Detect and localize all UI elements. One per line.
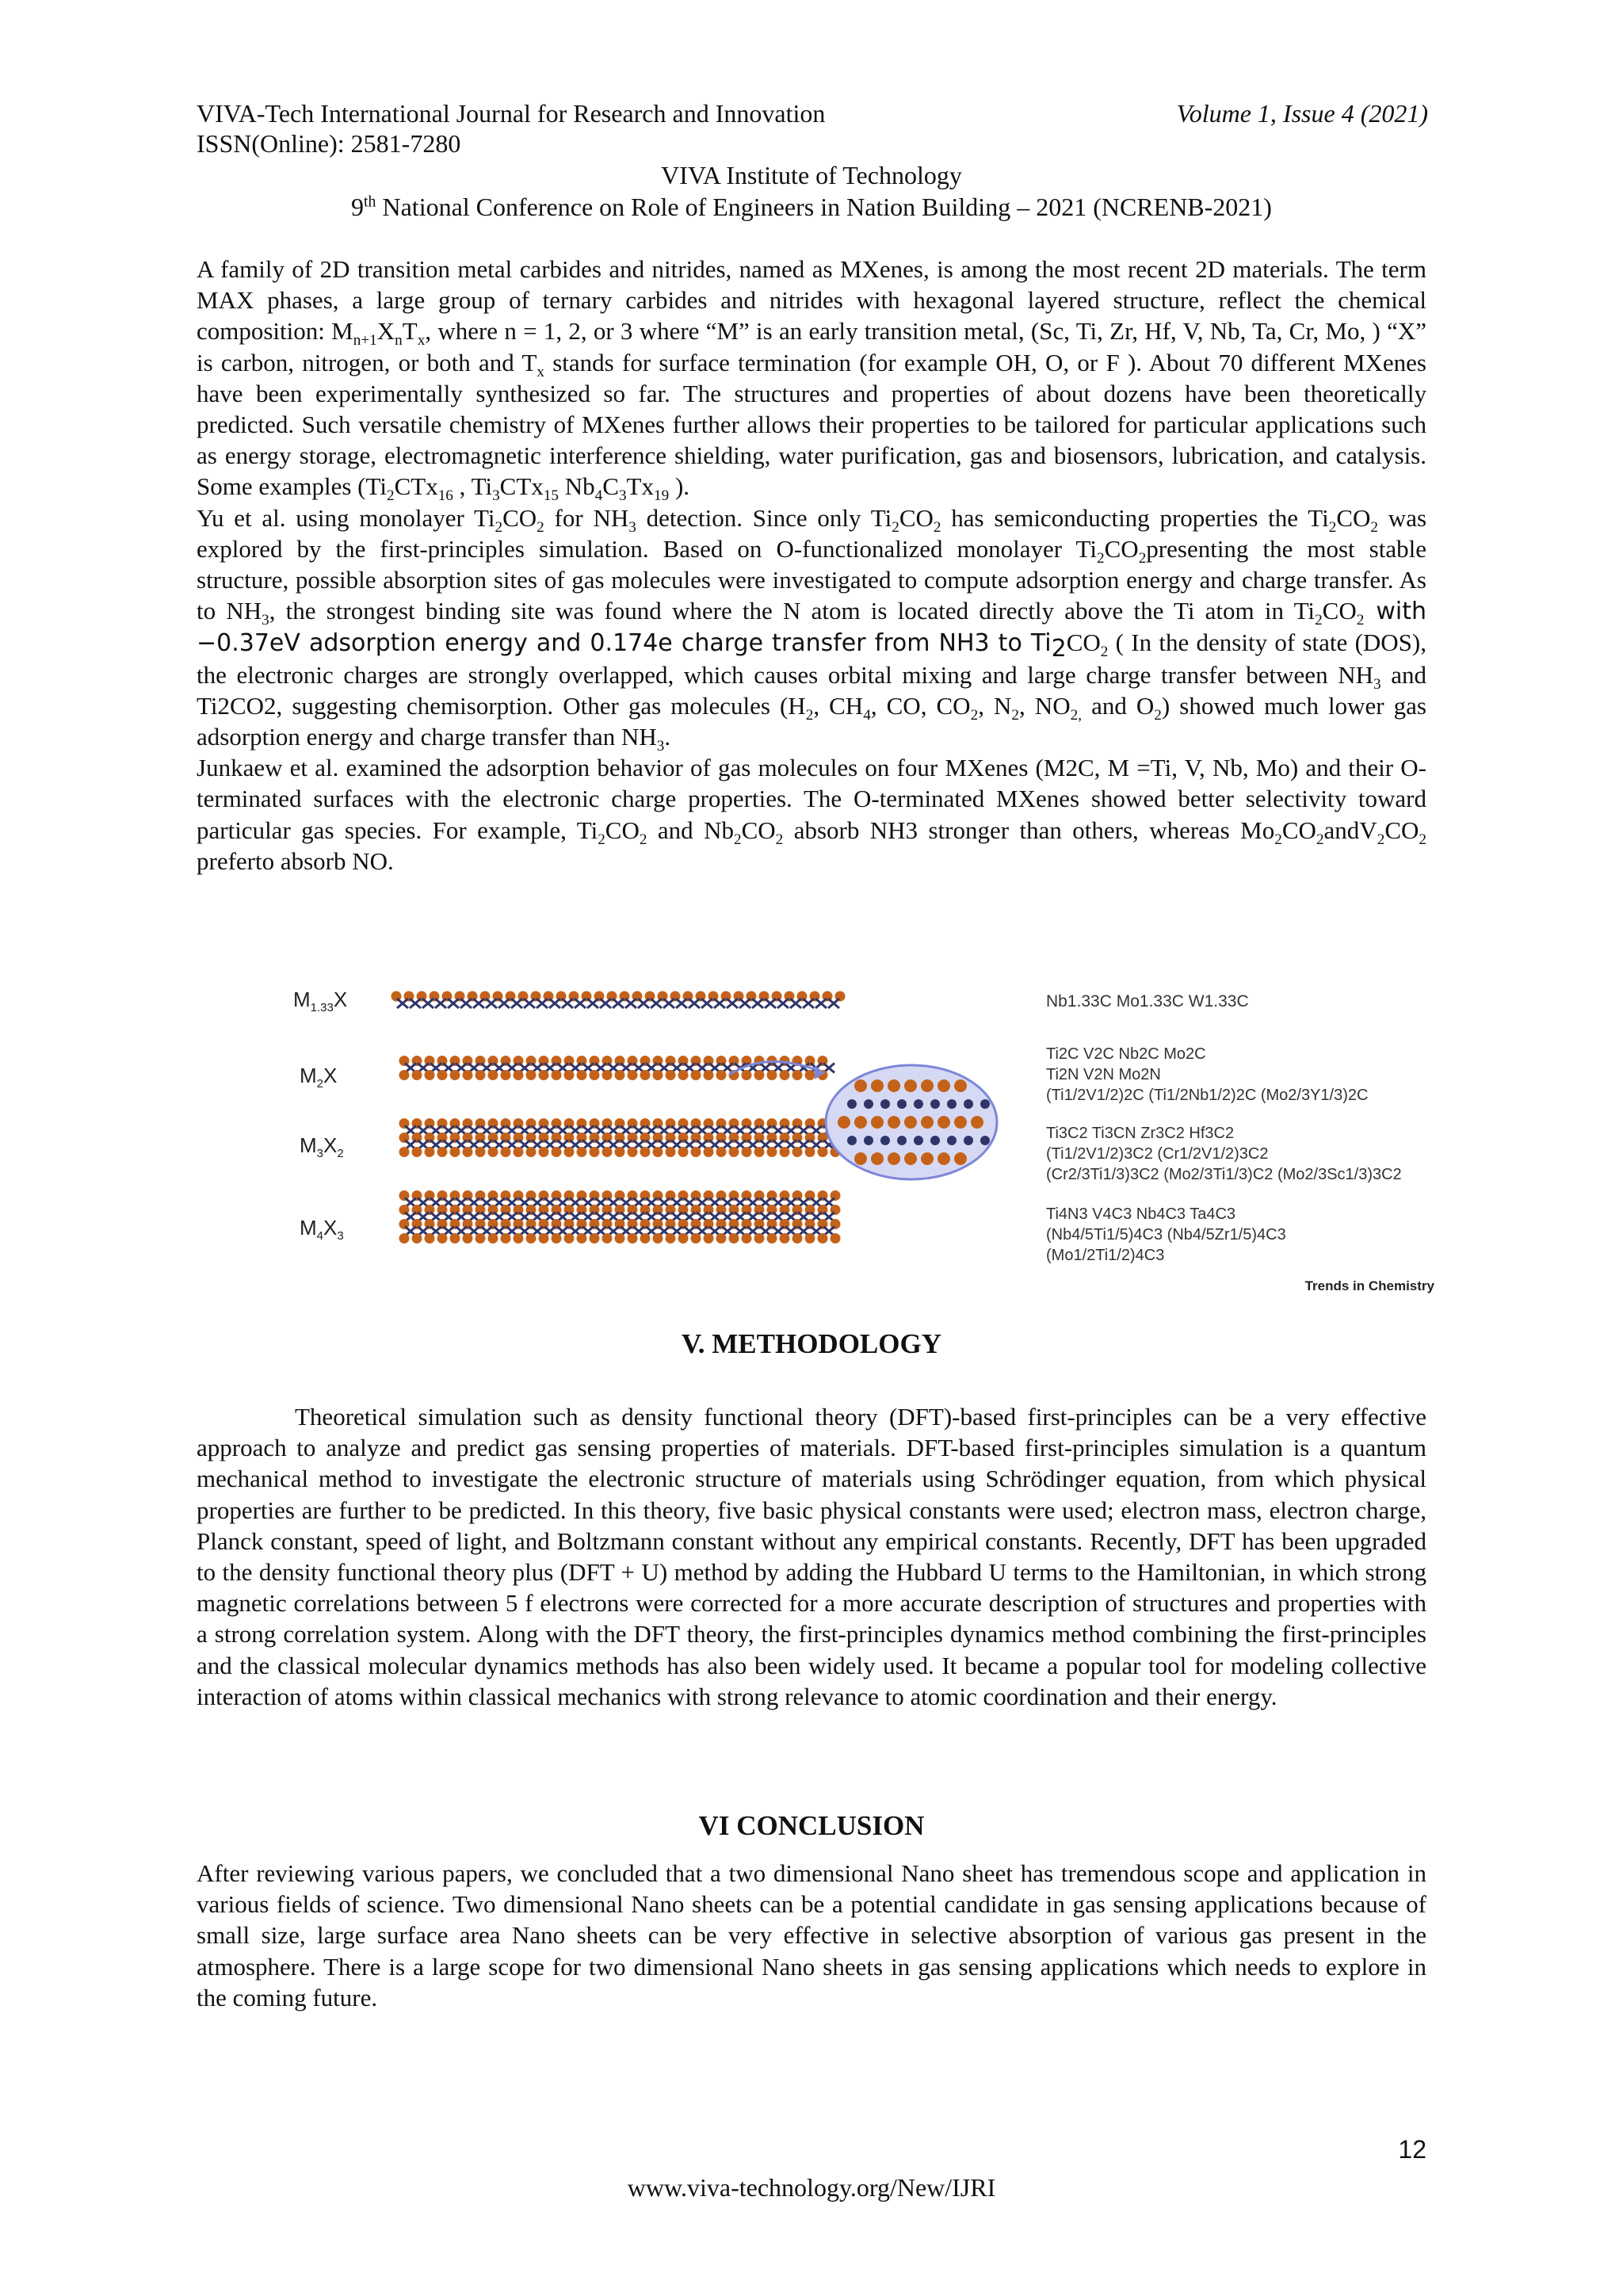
composition-group-m2x	[1046, 1045, 1368, 1104]
metal-atom	[514, 1233, 524, 1244]
metal-atom	[780, 1070, 790, 1080]
metal-atom	[463, 1147, 473, 1157]
metal-atom	[854, 1116, 867, 1129]
metal-atom	[552, 1233, 562, 1244]
metal-atom	[564, 1070, 575, 1080]
composition-line: Ti4N3 V4C3 Nb4C3 Ta4C3	[1046, 1205, 1236, 1223]
metal-atom	[640, 1147, 651, 1157]
metal-atom	[450, 1070, 460, 1080]
metal-atom	[818, 1147, 828, 1157]
metal-atom	[691, 1147, 701, 1157]
metal-atom	[463, 1070, 473, 1080]
nonmetal-atom	[980, 1136, 990, 1145]
issn: ISSN(Online): 2581-7280	[197, 129, 461, 158]
metal-atom	[437, 1147, 448, 1157]
nonmetal-atom	[864, 1099, 873, 1109]
metal-atom	[628, 1147, 638, 1157]
metal-atom	[780, 1233, 790, 1244]
metal-atom	[691, 1070, 701, 1080]
metal-atom	[888, 1116, 900, 1129]
metal-atom	[888, 1152, 900, 1165]
institute-name: VIVA Institute of Technology	[661, 161, 962, 189]
composition-line: (Cr2/3Ti1/3)3C2 (Mo2/3Ti1/3)C2 (Mo2/3Sc1/3)3C2	[1046, 1166, 1402, 1183]
metal-atom	[729, 1233, 739, 1244]
metal-atom	[628, 1070, 638, 1080]
metal-atom	[938, 1116, 950, 1129]
nonmetal-atom	[930, 1136, 940, 1145]
metal-atom	[704, 1147, 714, 1157]
metal-atom	[792, 1233, 803, 1244]
metal-atom	[742, 1147, 752, 1157]
inset-lattice	[826, 1065, 997, 1179]
metal-atom	[539, 1070, 549, 1080]
metal-atom	[602, 1070, 613, 1080]
row-label-m2x: $M_2X$	[300, 1064, 338, 1091]
nonmetal-atom	[964, 1136, 973, 1145]
metal-atom	[871, 1152, 884, 1165]
metal-atom	[539, 1233, 549, 1244]
metal-atom	[501, 1070, 511, 1080]
intro-text-block	[197, 254, 1426, 877]
nonmetal-atom	[930, 1099, 940, 1109]
metal-atom	[888, 1079, 900, 1092]
composition-group-m133x	[1046, 992, 1249, 1010]
metal-atom	[818, 1233, 828, 1244]
metal-atom	[754, 1233, 765, 1244]
metal-atom	[871, 1116, 884, 1129]
metal-atom	[526, 1233, 537, 1244]
metal-atom	[854, 1079, 867, 1092]
metal-atom	[628, 1233, 638, 1244]
figure-svg	[285, 983, 1442, 1300]
composition-line: (Ti1/2V1/2)3C2 (Cr1/2V1/2)3C2	[1046, 1145, 1269, 1163]
methodology-heading: V. METHODOLOGY	[681, 1328, 941, 1359]
metal-atom	[399, 1147, 410, 1157]
metal-atom	[742, 1233, 752, 1244]
metal-atom	[716, 1070, 727, 1080]
metal-atom	[590, 1147, 600, 1157]
composition-line: (Ti1/2V1/2)2C (Ti1/2Nb1/2)2C (Mo2/3Y1/3)2C	[1046, 1087, 1369, 1104]
metal-atom	[488, 1147, 498, 1157]
metal-atom	[904, 1079, 917, 1092]
nonmetal-atom	[880, 1099, 890, 1109]
metal-atom	[488, 1070, 498, 1080]
metal-atom	[678, 1233, 689, 1244]
metal-atom	[437, 1070, 448, 1080]
metal-atom	[767, 1147, 777, 1157]
metal-atom	[805, 1233, 815, 1244]
nonmetal-atom	[980, 1099, 990, 1109]
metal-atom	[399, 1070, 410, 1080]
nonmetal-atom	[847, 1099, 857, 1109]
metal-atom	[767, 1233, 777, 1244]
metal-atom	[938, 1152, 950, 1165]
volume-issue: Volume 1, Issue 4 (2021)	[1176, 99, 1428, 128]
composition-line: Ti3C2 Ti3CN Zr3C2 Hf3C2	[1046, 1125, 1235, 1142]
nonmetal-atom	[897, 1099, 907, 1109]
metal-atom	[921, 1079, 934, 1092]
nonmetal-atom	[914, 1099, 923, 1109]
metal-atom	[780, 1147, 790, 1157]
composition-group-m3x2	[1046, 1125, 1402, 1183]
metal-atom	[590, 1233, 600, 1244]
metal-atom	[653, 1233, 663, 1244]
metal-atom	[921, 1152, 934, 1165]
metal-atom	[552, 1147, 562, 1157]
metal-atom	[653, 1147, 663, 1157]
metal-atom	[904, 1152, 917, 1165]
metal-atom	[904, 1116, 917, 1129]
metal-atom	[678, 1147, 689, 1157]
nonmetal-atom	[914, 1136, 923, 1145]
composition-line: Ti2C V2C Nb2C Mo2C	[1046, 1045, 1206, 1063]
metal-atom	[792, 1070, 803, 1080]
row-label-m4x3: $M_4X_3$	[300, 1216, 344, 1243]
metal-atom	[564, 1147, 575, 1157]
metal-atom	[805, 1070, 815, 1080]
composition-group-m4x3	[1046, 1205, 1286, 1264]
metal-atom	[704, 1070, 714, 1080]
composition-line: (Nb4/5Ti1/5)4C3 (Nb4/5Zr1/5)4C3	[1046, 1226, 1286, 1244]
metal-atom	[666, 1070, 676, 1080]
metal-atom	[838, 1116, 850, 1129]
metal-atom	[854, 1152, 867, 1165]
figure-credit: Trends in Chemistry	[1304, 1278, 1434, 1293]
paragraph-junkaew: Junkaew et al. examined the adsorption behavior of gas molecules on four MXenes (M2C, M =Ti, V, Nb, Mo) and their O-terminated surfaces with the electronic charge properties. The O-terminated MXenes showed better selectivity toward particular gas species. For example, $Ti_2CO_2$ and $Nb_2CO_2$ absorb NH3 stronger than others, whereas $Mo_2CO_2andV_2CO_2$ preferto absorb NO.	[197, 754, 1426, 875]
metal-atom	[463, 1233, 473, 1244]
row-label-m133x: $M_{1.33}X$	[293, 988, 348, 1014]
metal-atom	[666, 1233, 676, 1244]
metal-atom	[602, 1147, 613, 1157]
metal-atom	[716, 1147, 727, 1157]
metal-atom	[501, 1147, 511, 1157]
journal-title: VIVA-Tech International Journal for Research and Innovation	[197, 99, 826, 128]
footer-url: www.viva-technology.org/New/IJRI	[627, 2173, 996, 2202]
metal-atom	[871, 1079, 884, 1092]
metal-atom	[475, 1147, 486, 1157]
metal-atom	[678, 1070, 689, 1080]
metal-atom	[425, 1147, 435, 1157]
metal-atom	[564, 1233, 575, 1244]
paragraph-mxenes: A family of 2D transition metal carbides and nitrides, named as MXenes, is among the most recent 2D materials. The term MAX phases, a large group of ternary carbides and nitrides with hexagonal layered structure, reflect the chemical composition: $M_{n+1}X_nT_x$, where n = 1, 2, or 3 where “M” is an early transition metal, (Sc, Ti, Zr, Hf, V, Nb, Ta, Cr, Mo, ) “X” is carbon, nitrogen, or both and $T_x$ stands for surface termination (for example OH, O, or F ). About 70 different MXenes have been experimentally synthesized so far. The structures and properties of about dozens have been theoretically predicted. Such versatile chemistry of MXenes further allows their properties to be tailored for particular applications such as energy storage, electromagnetic interference shielding, water purification, gas and biosensors, lubrication, and catalysis. Some examples ($Ti_2CTx_{16}$ , $Ti_3CTx_{15}$ $Nb_4C_3Tx_{19}$ ).	[197, 255, 1426, 505]
metal-atom	[792, 1147, 803, 1157]
metal-atom	[475, 1233, 486, 1244]
metal-atom	[767, 1070, 777, 1080]
page-number: 12	[1398, 2135, 1426, 2164]
metal-atom	[552, 1070, 562, 1080]
composition-line: Ti2N V2N Mo2N	[1046, 1066, 1161, 1083]
metal-atom	[921, 1116, 934, 1129]
metal-atom	[831, 1233, 841, 1244]
metal-atom	[938, 1079, 950, 1092]
metal-atom	[399, 1233, 410, 1244]
mxene-structure-figure	[285, 983, 1442, 1300]
metal-atom	[640, 1070, 651, 1080]
metal-atom	[954, 1152, 967, 1165]
conference-name: 9th National Conference on Role of Engineers in Nation Building – 2021 (NCRENB-2021)	[351, 193, 1272, 221]
lattice-m4x3	[399, 1190, 841, 1244]
metal-atom	[412, 1147, 422, 1157]
metal-atom	[488, 1233, 498, 1244]
methodology-text: Theoretical simulation such as density functional theory (DFT)-based first-principles can be a very effective approach to analyze and predict gas sensing properties of materials. DFT-based first-principles simulation is a quantum mechanical method to investigate the electronic structure of materials using Schrödinger equation, from which physical properties are further to be predicted. In this theory, five basic physical constants were used; electron mass, electron charge, Planck constant, speed of light, and Boltzmann constant without any empirical constants. Recently, DFT has been upgraded to the density functional theory plus (DFT + U) method by adding the Hubbard U terms to the Hamiltonian, in which strong magnetic correlations between 5 f electrons were corrected for a more accurate description of structures and properties with a strong correlation system. Along with the DFT theory, the first-principles dynamics method combining the first-principles and the classical molecular dynamics methods has also been widely used. It became a popular tool for modeling collective interaction of atoms within classical mechanics with strong relevance to atomic coordination and their energy.	[197, 1403, 1426, 1710]
nonmetal-atom	[947, 1136, 957, 1145]
metal-atom	[590, 1070, 600, 1080]
metal-atom	[615, 1233, 625, 1244]
lattice-m133x	[391, 991, 846, 1009]
metal-atom	[716, 1233, 727, 1244]
metal-atom	[742, 1070, 752, 1080]
metal-atom	[691, 1233, 701, 1244]
metal-atom	[539, 1147, 549, 1157]
metal-atom	[425, 1233, 435, 1244]
metal-atom	[526, 1070, 537, 1080]
metal-atom	[450, 1147, 460, 1157]
nonmetal-atom	[880, 1136, 890, 1145]
nonmetal-atom	[964, 1099, 973, 1109]
nonmetal-atom	[847, 1136, 857, 1145]
metal-atom	[805, 1147, 815, 1157]
nonmetal-atom	[947, 1099, 957, 1109]
composition-line: (Mo1/2Ti1/2)4C3	[1046, 1247, 1165, 1264]
metal-atom	[954, 1079, 967, 1092]
metal-atom	[437, 1233, 448, 1244]
metal-atom	[615, 1070, 625, 1080]
metal-atom	[754, 1147, 765, 1157]
composition-line: Nb1.33C Mo1.33C W1.33C	[1046, 992, 1249, 1010]
conclusion-text: After reviewing various papers, we concluded that a two dimensional Nano sheet has tremendous scope and application in various fields of science. Two dimensional Nano sheets can be a potential candidate in gas sensing applications because of small size, large surface area Nano sheets can be very effective in selective absorption of various gas present in the atmosphere. There is a large scope for two dimensional Nano sheets in gas sensing applications which needs to explore in the coming future.	[197, 1859, 1426, 2011]
metal-atom	[514, 1070, 524, 1080]
conclusion-heading: VI CONCLUSION	[698, 1810, 925, 1841]
metal-atom	[754, 1070, 765, 1080]
metal-atom	[577, 1147, 587, 1157]
nonmetal-atom	[864, 1136, 873, 1145]
metal-atom	[501, 1233, 511, 1244]
metal-atom	[514, 1147, 524, 1157]
metal-atom	[577, 1233, 587, 1244]
metal-atom	[640, 1233, 651, 1244]
row-label-m3x2: $M_3X_2$	[300, 1133, 344, 1160]
metal-atom	[615, 1147, 625, 1157]
metal-atom	[475, 1070, 486, 1080]
metal-atom	[577, 1070, 587, 1080]
metal-atom	[666, 1147, 676, 1157]
metal-atom	[954, 1116, 967, 1129]
metal-atom	[412, 1070, 422, 1080]
metal-atom	[450, 1233, 460, 1244]
metal-atom	[729, 1147, 739, 1157]
metal-atom	[653, 1070, 663, 1080]
metal-atom	[425, 1070, 435, 1080]
metal-atom	[526, 1147, 537, 1157]
metal-atom	[602, 1233, 613, 1244]
metal-atom	[704, 1233, 714, 1244]
nonmetal-atom	[897, 1136, 907, 1145]
metal-atom	[412, 1233, 422, 1244]
lattice-m3x2	[399, 1118, 841, 1157]
metal-atom	[971, 1116, 983, 1129]
lattice-m2x	[399, 1056, 835, 1080]
paragraph-yu: Yu et al. using monolayer $Ti_2CO_2$ for $NH_3$ detection. Since only $Ti_2CO_2$ has semiconducting properties the $Ti_2CO_2$ was explored by the first-principles simulation. Based on O-functionalized monolayer $Ti_2CO_2presenting$ the most stable structure, possible absorption sites of gas molecules were investigated to compute adsorption energy and charge transfer. As to $NH_3$, the strongest binding site was found where the N atom is located directly above the Ti atom in $Ti_2CO_2$ with −0.37eV adsorption energy and 0.174e charge transfer from NH3 to $Ti_2CO_2$ ( In the density of state (DOS), the electronic charges are strongly overlapped, which causes orbital mixing and large charge transfer between $NH_3$ and Ti2CO2, suggesting chemisorption. Other gas molecules ($H_2$, $CH_4$, CO, $CO_2$, $N_2$, $NO_{2,}$ and $O_2$) showed much lower gas adsorption energy and charge transfer than $NH_3$.	[197, 503, 1427, 755]
